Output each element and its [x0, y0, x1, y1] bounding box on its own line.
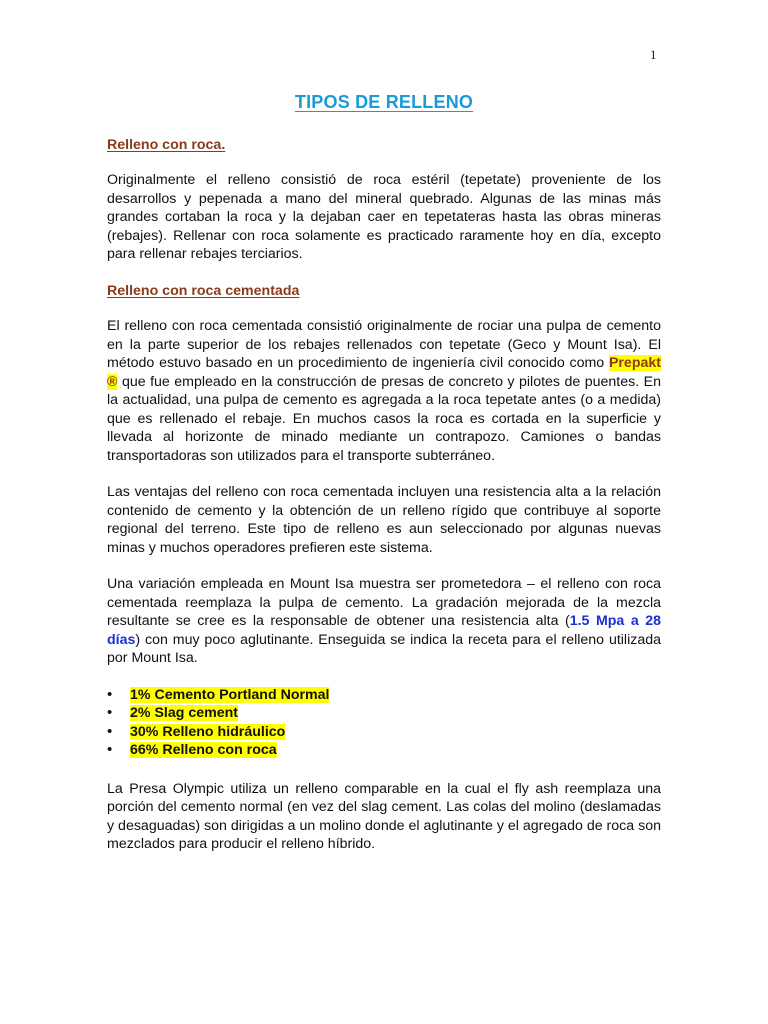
paragraph-roca-cementada-2: Las ventajas del relleno con roca cementada incluyen una resistencia alta a la relación contenido de cemento y la obtención de un relleno rígido que contribuye al soporte regional del terreno. Este tipo de relleno es aun seleccionado por algunas nuevas minas y muchos operadores prefieren este sistema. [107, 484, 661, 556]
list-item-text: 1% Cemento Portland Normal [130, 686, 330, 703]
paragraph-presa-olympic: La Presa Olympic utiliza un relleno comparable en la cual el fly ash reemplaza una porción del cemento normal (en vez del slag cement. Las colas del molino (deslamadas y desaguadas) son dirigidas a un molino donde el aglutinante y el agregado de roca son mezclados para producir el relleno híbrido. [107, 780, 661, 852]
list-item [130, 704, 661, 723]
paragraph-mount-isa [107, 575, 661, 668]
list-item [130, 723, 661, 742]
document-title: TIPOS DE RELLENO [294, 92, 474, 112]
list-item-text: 30% Relleno hidráulico [130, 723, 286, 740]
paragraph-text: que fue empleado en la construcción de presas de concreto y pilotes de puentes. En la actualidad, una pulpa de cemento es agregada a la roca tepetate antes (o a medida) que es rellenado el rebaje. En muchos casos la roca es cortada en la superficie y llevada al horizonte de minado mediante un contrapozo. Camiones o bandas transportadoras son utilizados para el transporte subterráneo. [107, 373, 661, 464]
paragraph-text: Una variación empleada en Mount Isa muestra ser prometedora – el relleno con roca cementada reemplaza la pulpa de cemento. La gradación mejorada de la mezcla resultante se cree es la responsable de obtener una resistencia alta ( [107, 576, 661, 629]
list-item-text: 66% Relleno con roca [130, 742, 277, 758]
list-item [130, 686, 661, 705]
page-number: 1 [650, 47, 657, 62]
list-item-text: 2% Slag cement [130, 705, 239, 721]
prepakt-highlight: Prepakt ® [107, 355, 661, 390]
paragraph-roca-cementada-1 [107, 317, 661, 465]
paragraph-text: El relleno con roca cementada consistió originalmente de rociar una pulpa de cemento en la parte superior de los rebajes rellenados con tepetate (Geco y Mount Isa). El método estuvo basado en un procedimiento de ingeniería civil conocido como [107, 318, 661, 371]
section-heading-roca-cementada: Relleno con roca cementada [107, 282, 300, 299]
list-item [130, 741, 661, 760]
document-body [107, 93, 661, 872]
resistance-value: 1.5 Mpa a 28 días [107, 613, 661, 648]
paragraph-text: ) con muy poco aglutinante. Enseguida se indica la receta para el relleno utilizada por Mount Isa. [107, 631, 661, 666]
paragraph-relleno-con-roca: Originalmente el relleno consistió de roca estéril (tepetate) proveniente de los desarrollos y pepenada a mano del mineral quebrado. Algunas de las minas más grandes cortaban la roca y la dejaban caer en tepetateras hasta las obras mineras (rebajes). Rellenar con roca solamente es practicado raramente hoy en día, excepto para rellenar rebajes terciarios. [107, 172, 661, 262]
recipe-list [107, 686, 661, 760]
section-heading-relleno-con-roca: Relleno con roca. [107, 136, 226, 153]
